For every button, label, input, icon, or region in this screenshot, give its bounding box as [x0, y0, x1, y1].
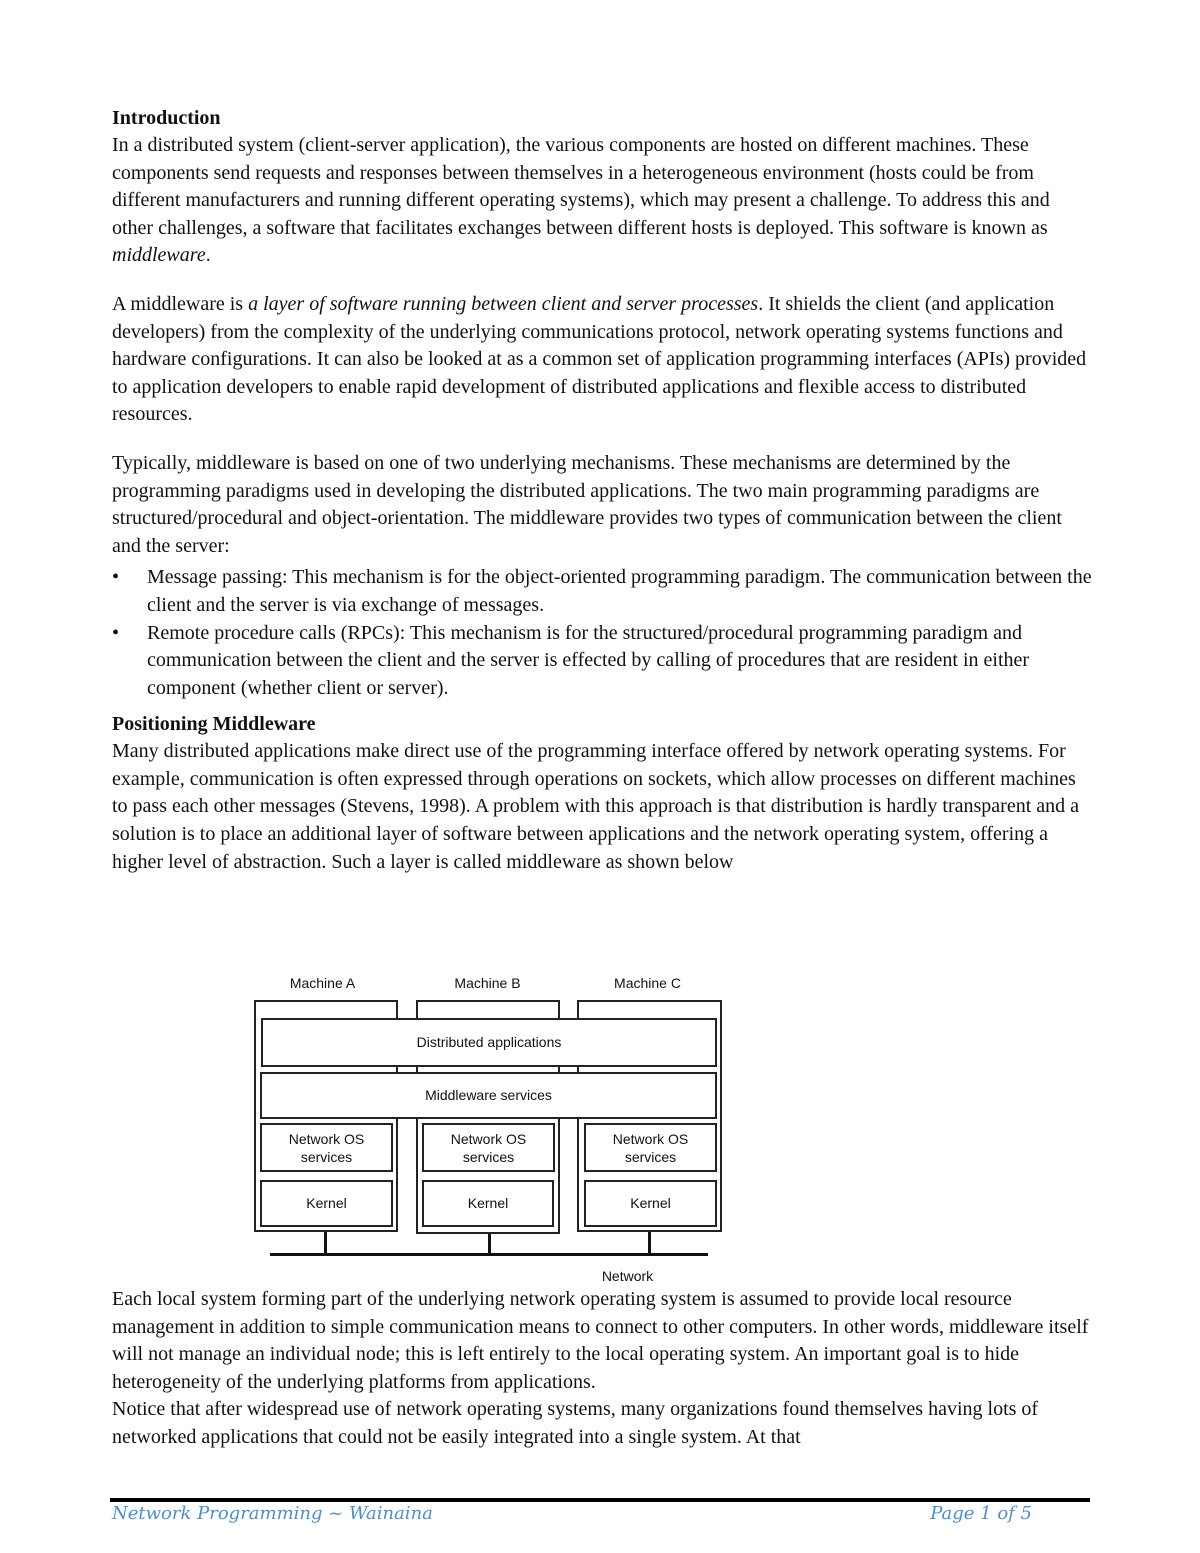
- label: services: [462, 1149, 515, 1165]
- label: services: [300, 1149, 353, 1165]
- label: Kernel: [630, 1195, 671, 1211]
- text: .: [205, 244, 211, 267]
- intro-paragraph-3: Typically, middleware is based on one of two underlying mechanisms. These mechanisms are determined by the programming paradigms used in developing the distributed applications. The two main programming paradigms are structured/procedural and object-orientation. The middleware provides two types of communication between the client and the server:: [112, 451, 1062, 557]
- label: services: [624, 1149, 677, 1165]
- emphasis-definition: a layer of software running between client and server processes: [248, 292, 759, 315]
- network-os-c: [584, 1123, 717, 1172]
- footer-title: Network Programming ~ Wainaina: [112, 1503, 433, 1524]
- heading-positioning: Positioning Middleware: [112, 713, 316, 736]
- connector-c: [648, 1232, 651, 1254]
- after-paragraph-1: Each local system forming part of the underlying network operating system is assumed to provide local resource management in addition to simple communication means to connect to other computers. In other words, middleware itself will not manage an individual node; this is left entirely to the local operating system. An important goal is to hide heterogeneity of the underlying platforms from applications.: [112, 1288, 1089, 1393]
- middleware-services-layer: [260, 1072, 717, 1119]
- text: . It shields the client (and application developers) from the complexity of the underlying communications protocol, network operating systems functions and hardware configurations. It can also be looked at as a common set of application programming interfaces (APIs) provided to application developers to enable rapid development of distributed applications and flexible access to distributed resources.: [112, 292, 1087, 426]
- intro-paragraph-2: [112, 291, 1092, 429]
- after-diagram-text: [112, 1286, 1092, 1452]
- after-paragraph-2: Notice that after widespread use of network operating systems, many organizations found themselves having lots of networked applications that could not be easily integrated into a single system. At that: [112, 1398, 1039, 1448]
- list-item: • Message passing: This mechanism is for the object-oriented programming paradigm. The communication between the client and the server is via exchange of messages.: [112, 564, 1092, 619]
- list-item: • Remote procedure calls (RPCs): This mechanism is for the structured/procedural programming paradigm and communication between the client and the server is effected by calling of procedures that are resident in either component (whether client or server).: [112, 620, 1092, 703]
- label: Kernel: [467, 1195, 509, 1211]
- machine-b-label: Machine B: [454, 975, 521, 991]
- network-label: Network: [601, 1268, 654, 1284]
- positioning-paragraph: Many distributed applications make direct use of the programming interface offered by network operating systems. For example, communication is often expressed through operations on sockets, which allow processes on different machines to pass each other messages (Stevens, 1998). A problem with this approach is that distribution is hardly transparent and a solution is to place an additional layer of software between applications and the network operating system, offering a higher level of abstraction. Such a layer is called middleware as shown below: [112, 740, 1080, 873]
- label: Network OS: [450, 1131, 527, 1147]
- text: In a distributed system (client-server application), the various components are hosted on different machines. These components send requests and responses between themselves in a heterogeneous environment (hosts could be from different manufacturers and running different operating systems), which may present a challenge. To address this and other challenges, a software that facilitates exchanges between different hosts is deployed. This software is known as: [112, 134, 1050, 239]
- label: Network OS: [288, 1131, 365, 1147]
- page-number: Page 1 of 5: [930, 1503, 1032, 1524]
- middleware-diagram: [240, 965, 740, 1285]
- heading-introduction: Introduction: [112, 107, 221, 129]
- distributed-applications-layer: [261, 1018, 717, 1067]
- document-body: [112, 104, 1092, 876]
- kernel-a: [260, 1180, 393, 1227]
- emphasis-middleware: middleware: [112, 244, 206, 267]
- label: Network OS: [612, 1131, 689, 1147]
- network-os-a: [260, 1123, 393, 1172]
- text: A middleware is: [112, 292, 249, 315]
- network-bus: [270, 1253, 708, 1256]
- connector-a: [324, 1232, 327, 1254]
- layer-label: Distributed applications: [416, 1034, 562, 1050]
- kernel-b: [422, 1180, 554, 1227]
- network-os-b: [422, 1123, 555, 1172]
- kernel-c: [584, 1180, 717, 1227]
- machine-a-label: Machine A: [289, 975, 356, 991]
- connector-b: [488, 1234, 491, 1254]
- label: Kernel: [306, 1195, 347, 1211]
- machine-c-label: Machine C: [614, 975, 681, 991]
- page-footer: [112, 1503, 1032, 1529]
- intro-paragraph-1: [112, 132, 1092, 270]
- mechanism-list: [112, 564, 1092, 702]
- layer-label: Middleware services: [425, 1087, 552, 1103]
- footer-rule: [110, 1498, 1090, 1502]
